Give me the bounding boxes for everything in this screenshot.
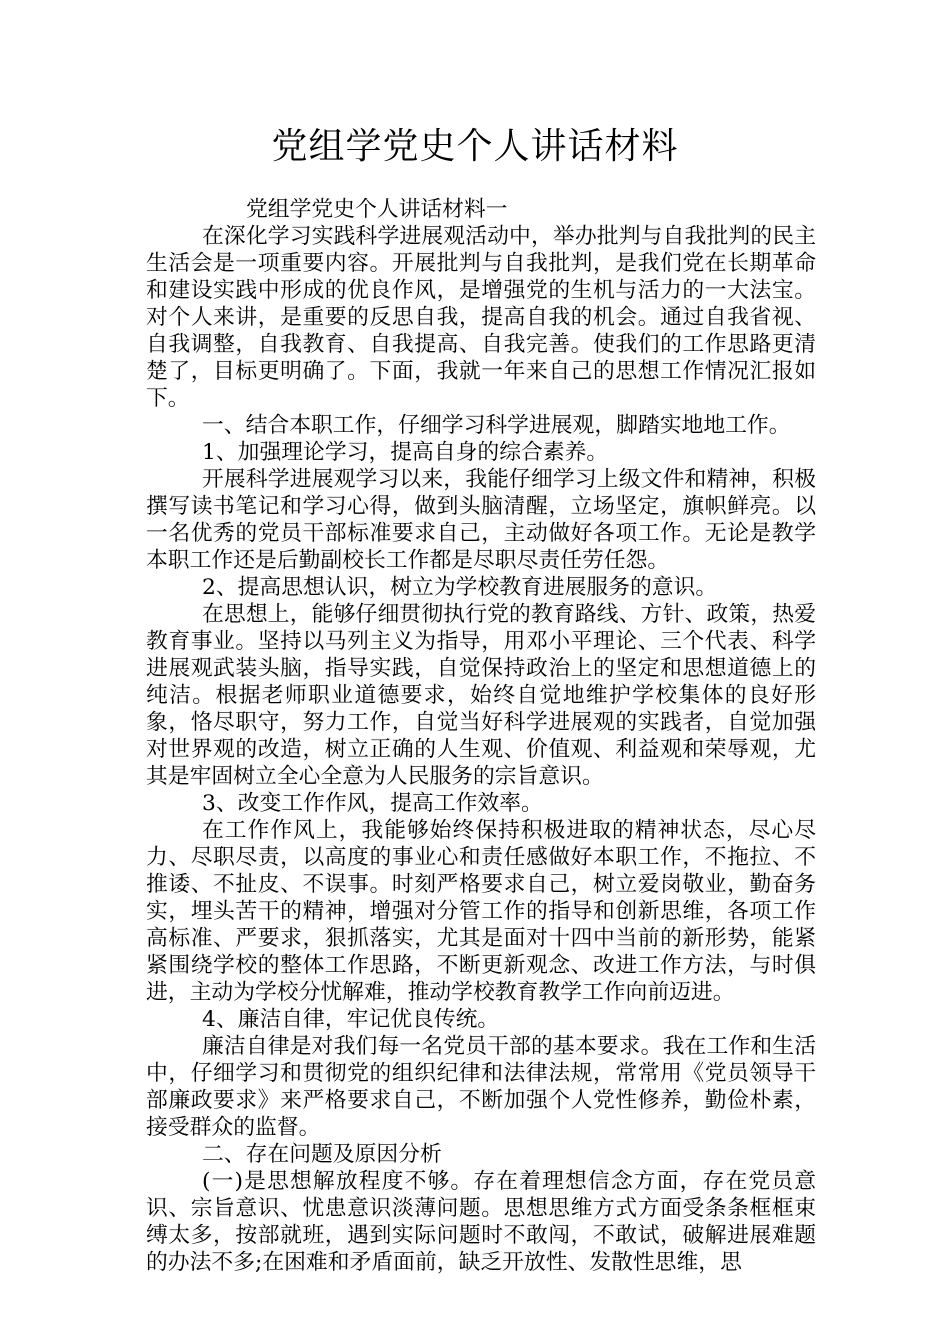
subsection-heading: 4、廉洁自律，牢记优良传统。: [202, 1007, 500, 1032]
paragraph: 在思想上，能够仔细贯彻执行党的教育路线、方针、政策，热爱教育事业。坚持以马列主义为指导，用邓小平理论、三个代表、科学进展观武装头脑，指导实践，自觉保持政治上的坚定和思想道德上的纯洁。根据老师职业道德要求，始终自觉地维护学校集体的良好形象，恪尽职守，努力工作，自觉当好科学进展观的实践者，自觉加强对世界观的改造，树立正确的人生观、价值观、利益观和荣辱观，尤其是牢固树立全心全意为人民服务的宗旨意识。: [146, 602, 816, 789]
subsection-heading: 3、改变工作作风，提高工作效率。: [202, 791, 543, 816]
subsection-heading: 1、加强理论学习，提高自身的综合素养。: [202, 440, 609, 465]
document-body: [146, 196, 816, 1276]
section-heading: 二、存在问题及原因分析: [202, 1142, 442, 1167]
section-heading: 一、结合本职工作，仔细学习科学进展观，脚踏实地地工作。: [202, 413, 791, 438]
document-subtitle: 党组学党史个人讲话材料一: [246, 197, 508, 222]
paragraph: 廉洁自律是对我们每一名党员干部的基本要求。我在工作和生活中，仔细学习和贯彻党的组织纪律和法律法规，常常用《党员领导干部廉政要求》来严格要求自己，不断加强个人党性修养，勤俭朴素，接受群众的监督。: [146, 1034, 816, 1140]
paragraph: 开展科学进展观学习以来，我能仔细学习上级文件和精神，积极撰写读书笔记和学习心得，做到头脑清醒，立场坚定，旗帜鲜亮。以一名优秀的党员干部标准要求自己，主动做好各项工作。无论是教学本职工作还是后勤副校长工作都是尽职尽责任劳任怨。: [146, 467, 816, 573]
document-title: 党组学党史个人讲话材料: [271, 126, 679, 167]
paragraph: 在深化学习实践科学进展观活动中，举办批判与自我批判的民主生活会是一项重要内容。开展批判与自我批判，是我们党在长期革命和建设实践中形成的优良作风，是增强党的生机与活力的一大法宝。对个人来讲，是重要的反思自我，提高自我的机会。通过自我省视、自我调整，自我教育、自我提高、自我完善。使我们的工作思路更清楚了，目标更明确了。下面，我就一年来自己的思想工作情况汇报如下。: [146, 224, 816, 411]
paragraph: (一)是思想解放程度不够。存在着理想信念方面，存在党员意识、宗旨意识、忧患意识淡薄问题。思想思维方式方面受条条框框束缚太多，按部就班，遇到实际问题时不敢闯，不敢试，破解进展难题的办法不多;在困难和矛盾面前，缺乏开放性、发散性思维，思: [146, 1169, 816, 1275]
paragraph: 在工作作风上，我能够始终保持积极进取的精神状态，尽心尽力、尽职尽责，以高度的事业心和责任感做好本职工作，不拖拉、不推诿、不扯皮、不误事。时刻严格要求自己，树立爱岗敬业，勤奋务实，埋头苦干的精神，增强对分管工作的指导和创新思维，各项工作高标准、严要求，狠抓落实，尤其是面对十四中当前的新形势，能紧紧围绕学校的整体工作思路，不断更新观念、改进工作方法，与时俱进，主动为学校分忧解难，推动学校教育教学工作向前迈进。: [146, 818, 816, 1005]
subsection-heading: 2、提高思想认识，树立为学校教育进展服务的意识。: [202, 575, 718, 600]
